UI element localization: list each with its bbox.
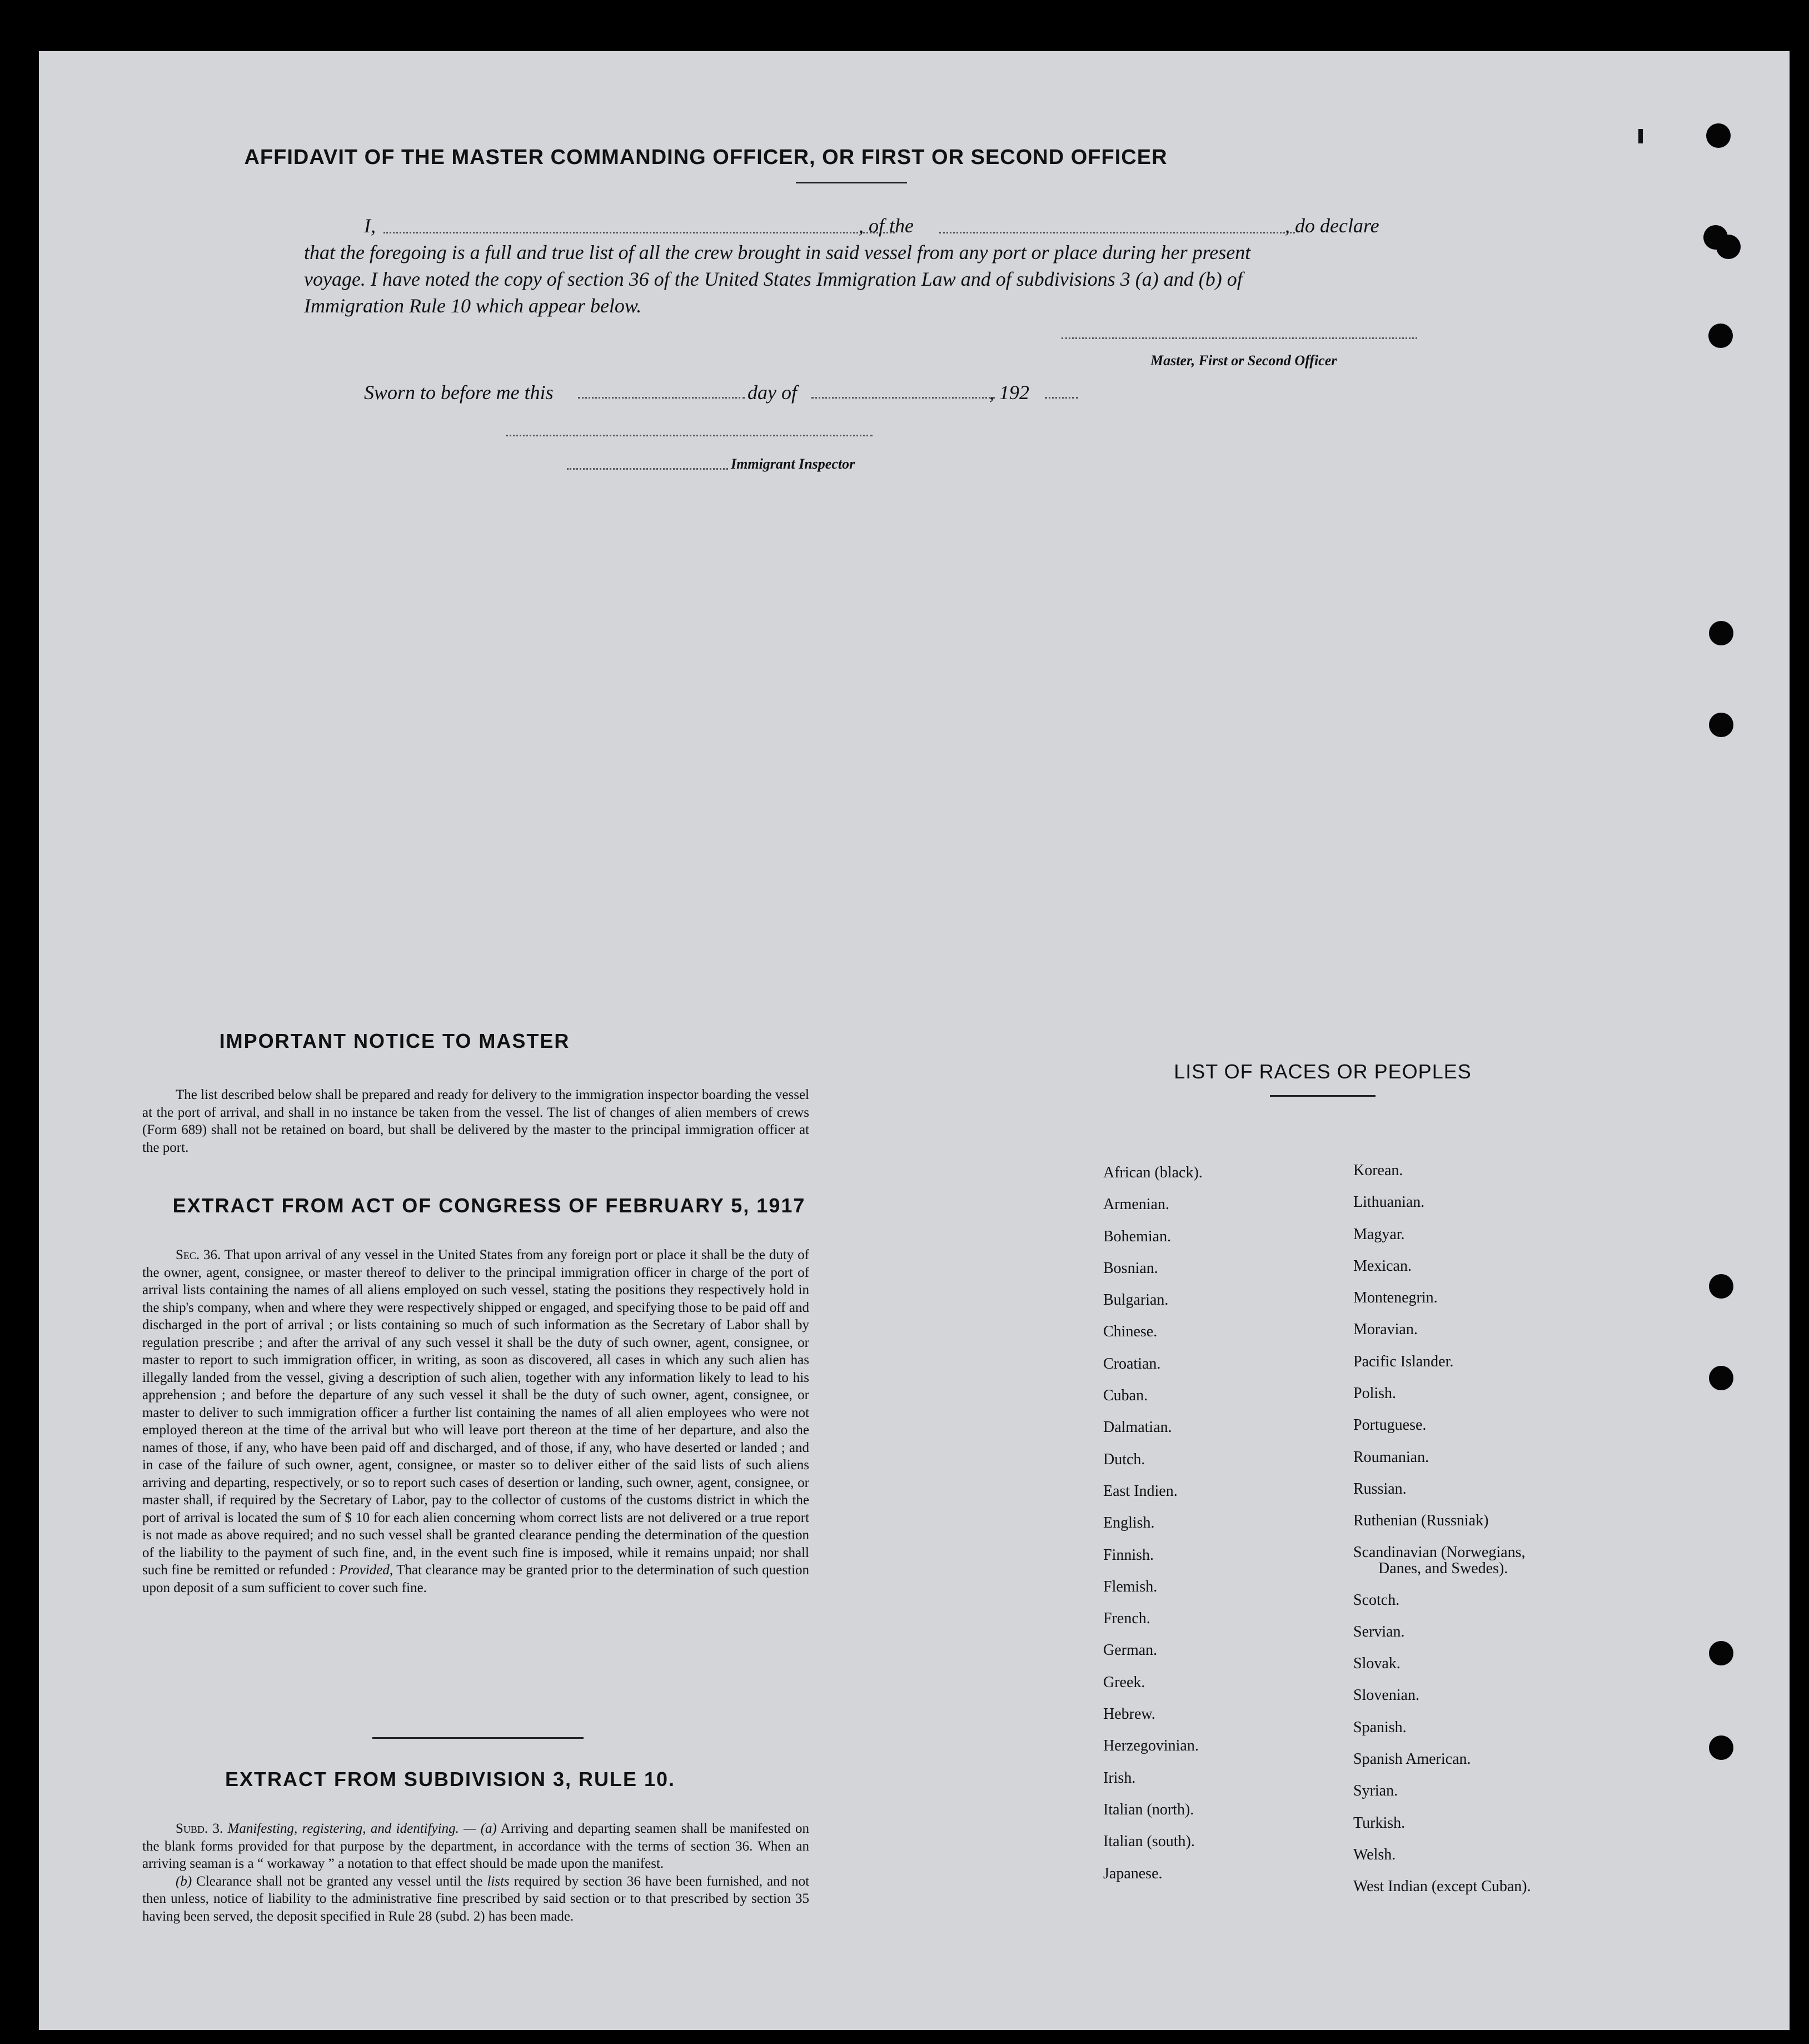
extract-rule-title: EXTRACT FROM SUBDIVISION 3, RULE 10. — [225, 1768, 676, 1791]
affidavit-do-declare: , do declare — [1285, 215, 1379, 237]
race-item: Bulgarian. — [1103, 1291, 1169, 1309]
race-item: West Indian (except Cuban). — [1353, 1878, 1531, 1896]
race-item: German. — [1103, 1642, 1158, 1659]
name-blank[interactable] — [383, 232, 895, 233]
race-item: Slovenian. — [1353, 1687, 1419, 1704]
important-notice-text: The list described below shall be prepared and ready for delivery to the immigration inspector boarding the vessel at the port of arrival, and shall in no instance be taken from the vessel. The list of changes of alien members of crews (Form 689) shall not be retained on board, but shall be delivered by the master to the principal immigration officer at the port. — [142, 1087, 809, 1155]
rule-text-a: Arriving and departing seamen shall be manifested on the blank forms provided for that purpose by the department, in accordance with the terms of section 36. When an arriving seaman is a “ workaway ” a notation to that effect should be made upon the manifest. — [142, 1821, 809, 1871]
affidavit-line-4: Immigration Rule 10 which appear below. — [304, 295, 642, 317]
inspector-signature-line[interactable] — [506, 435, 873, 436]
race-item: Turkish. — [1353, 1814, 1406, 1832]
race-item: Hebrew. — [1103, 1705, 1155, 1723]
race-item: Spanish. — [1353, 1718, 1407, 1736]
race-item: Herzegovinian. — [1103, 1737, 1199, 1755]
affidavit-line-3: voyage. I have noted the copy of section 36 of the United States Immigration Law and of subdivisions 3 (a) and (b) of — [304, 268, 1243, 290]
sworn-year-blank[interactable] — [1045, 397, 1078, 399]
sworn-day-blank[interactable] — [578, 397, 745, 399]
punch-hole — [1716, 235, 1741, 259]
race-item: Italian (north). — [1103, 1801, 1194, 1818]
title-underline — [796, 182, 907, 183]
race-item: English. — [1103, 1514, 1155, 1532]
race-item: French. — [1103, 1610, 1150, 1628]
race-item: Flemish. — [1103, 1578, 1158, 1595]
race-item: Scotch. — [1353, 1591, 1400, 1609]
race-item: Moravian. — [1353, 1321, 1418, 1339]
rule-b-label: (b) — [176, 1873, 192, 1889]
race-item: Japanese. — [1103, 1864, 1163, 1882]
sworn-month-blank[interactable] — [811, 397, 995, 399]
vessel-blank[interactable] — [939, 232, 1295, 233]
punch-hole — [1709, 1641, 1733, 1665]
race-item: Spanish American. — [1353, 1750, 1471, 1768]
affidavit-of-the: , of the — [859, 215, 914, 237]
race-item: Italian (south). — [1103, 1833, 1195, 1851]
section-label: Sec. 36. — [176, 1247, 221, 1262]
punch-hole — [1709, 713, 1733, 737]
race-item: Mexican. — [1353, 1257, 1412, 1275]
extract-rule-body — [142, 1820, 809, 1925]
extract-act-title: EXTRACT FROM ACT OF CONGRESS OF FEBRUARY 5, 1917 — [172, 1194, 806, 1217]
race-item: East Indien. — [1103, 1482, 1178, 1500]
race-item: Korean. — [1353, 1162, 1403, 1179]
punch-hole — [1708, 324, 1733, 348]
races-column-1 — [1103, 1164, 1203, 1897]
rule-text-b2: required by section 36 have been furnished, and not then unless, notice of liability to the administrative fine prescribed by said section or to that prescribed by section 35 having been served, the deposit specified in Rule 28 (subd. 2) has been made. — [142, 1873, 810, 1924]
race-item: Welsh. — [1353, 1846, 1396, 1863]
master-signature-label: Master, First or Second Officer — [1150, 352, 1337, 369]
subd-label: Subd. 3. — [176, 1821, 223, 1836]
race-item: Scandinavian (Norwegians, — [1353, 1543, 1526, 1561]
document-page — [39, 51, 1790, 2030]
section-divider — [372, 1737, 584, 1739]
affidavit-line-2: that the foregoing is a full and true list of all the crew brought in said vessel from any port or place during her present — [304, 241, 1251, 263]
race-item: Dalmatian. — [1103, 1419, 1172, 1436]
races-title: LIST OF RACES OR PEOPLES — [1174, 1060, 1472, 1083]
race-item: Ruthenian (Russniak) — [1353, 1512, 1489, 1530]
rule-text-lists: lists — [487, 1873, 510, 1889]
races-title-underline — [1270, 1095, 1376, 1097]
race-item: Portuguese. — [1353, 1416, 1427, 1434]
tick-mark — [1638, 129, 1643, 143]
provided-label: Provided, — [339, 1563, 393, 1578]
inspector-signature-line-2[interactable] — [567, 468, 728, 470]
race-item: Lithuanian. — [1353, 1193, 1425, 1211]
master-signature-line[interactable] — [1062, 337, 1417, 339]
race-item: Irish. — [1103, 1769, 1136, 1787]
races-column-2 — [1353, 1162, 1531, 1910]
race-item: Syrian. — [1353, 1782, 1398, 1800]
punch-hole — [1706, 123, 1731, 148]
race-item: Pacific Islander. — [1353, 1352, 1454, 1370]
race-item: Bohemian. — [1103, 1227, 1172, 1245]
section-36-text: That upon arrival of any vessel in the United States from any foreign port or place it shall be the duty of the owner, agent, consignee, or master thereof to deliver to the principal immigration officer in charge of the port of arrival lists containing the names of all aliens employed on such vessel, stating the positions they respectively hold in the ship's company, when and where they were respectively shipped or engaged, and specifying those to be paid off and discharged in the port of arrival ; or lists containing so much of such information as the Secretary of Labor shall by regulation prescribe ; and after the arrival of any such vessel it shall be the duty of such owner, agent, consignee, or master to report to such immigration officer, in writing, as soon as discovered, all cases in which any such alien has illegally landed from the vessel, giving a description of such alien, together with any information likely to lead to his apprehension ; and before the departure of any such vessel it shall be the duty of such owner, agent, consignee, or master to deliver to such immigration officer a further list containing the names of all alien employees who were not employed thereon at the time of the arrival but who will leave port thereon at the time of her departure, and also the names of those, if any, who have been paid off and discharged, and of those, if any, who have deserted or landed ; and in case of the failure of such owner, agent, consignee, or master so to deliver either of the said lists of such aliens arriving and departing, respectively, or so to report such cases of desertion or landing, such owner, agent, consignee, or master shall, if required by the Secretary of Labor, pay to the collector of customs of the customs district in which the port of arrival is located the sum of $ 10 for each alien concerning whom correct lists are not delivered or a true report is not made as above required; and no such vessel shall be granted clearance pending the determination of the question of the liability to the payment of such fine, and, in the event such fine is imposed, while it remains unpaid; nor shall such fine be remitted or refunded : — [142, 1247, 809, 1578]
race-item: Roumanian. — [1353, 1448, 1429, 1466]
race-item: Danes, and Swedes). — [1378, 1559, 1508, 1577]
race-item-two-line — [1353, 1544, 1531, 1592]
race-item: Russian. — [1353, 1480, 1407, 1498]
affidavit-title: AFFIDAVIT OF THE MASTER COMMANDING OFFICER, OR FIRST OR SECOND OFFICER — [244, 146, 1168, 169]
extract-act-body — [142, 1246, 809, 1597]
subd-heading: Manifesting, registering, and identifying. — (a) — [227, 1821, 497, 1836]
race-item: Slovak. — [1353, 1655, 1401, 1673]
sworn-day-of: day of — [747, 381, 797, 404]
race-item: Croatian. — [1103, 1355, 1161, 1372]
race-item: Servian. — [1353, 1623, 1405, 1640]
affidavit-i: I, — [364, 215, 376, 237]
punch-hole — [1709, 621, 1733, 645]
race-item: Bosnian. — [1103, 1259, 1158, 1277]
rule-text-b1: Clearance shall not be granted any vessel until the — [196, 1873, 483, 1889]
punch-hole — [1709, 1274, 1733, 1299]
race-item: Greek. — [1103, 1673, 1145, 1691]
race-item: Montenegrin. — [1353, 1289, 1438, 1307]
race-item: Armenian. — [1103, 1196, 1169, 1214]
punch-hole — [1709, 1735, 1733, 1760]
section-36-text-end: That clearance may be granted prior to the determination of such question upon deposit of a sum sufficient to cover such fine. — [142, 1563, 810, 1595]
punch-hole — [1709, 1366, 1733, 1390]
race-item: Cuban. — [1103, 1387, 1148, 1405]
race-item: Chinese. — [1103, 1323, 1158, 1341]
race-item: African (black). — [1103, 1164, 1203, 1181]
sworn-prefix: Sworn to before me this — [364, 381, 554, 404]
race-item: Dutch. — [1103, 1450, 1145, 1468]
sworn-year: , 192 — [989, 381, 1029, 404]
important-notice-title: IMPORTANT NOTICE TO MASTER — [219, 1030, 570, 1052]
race-item: Finnish. — [1103, 1546, 1154, 1564]
inspector-label: Immigrant Inspector — [731, 456, 855, 472]
race-item: Magyar. — [1353, 1225, 1405, 1243]
race-item: Polish. — [1353, 1385, 1397, 1403]
